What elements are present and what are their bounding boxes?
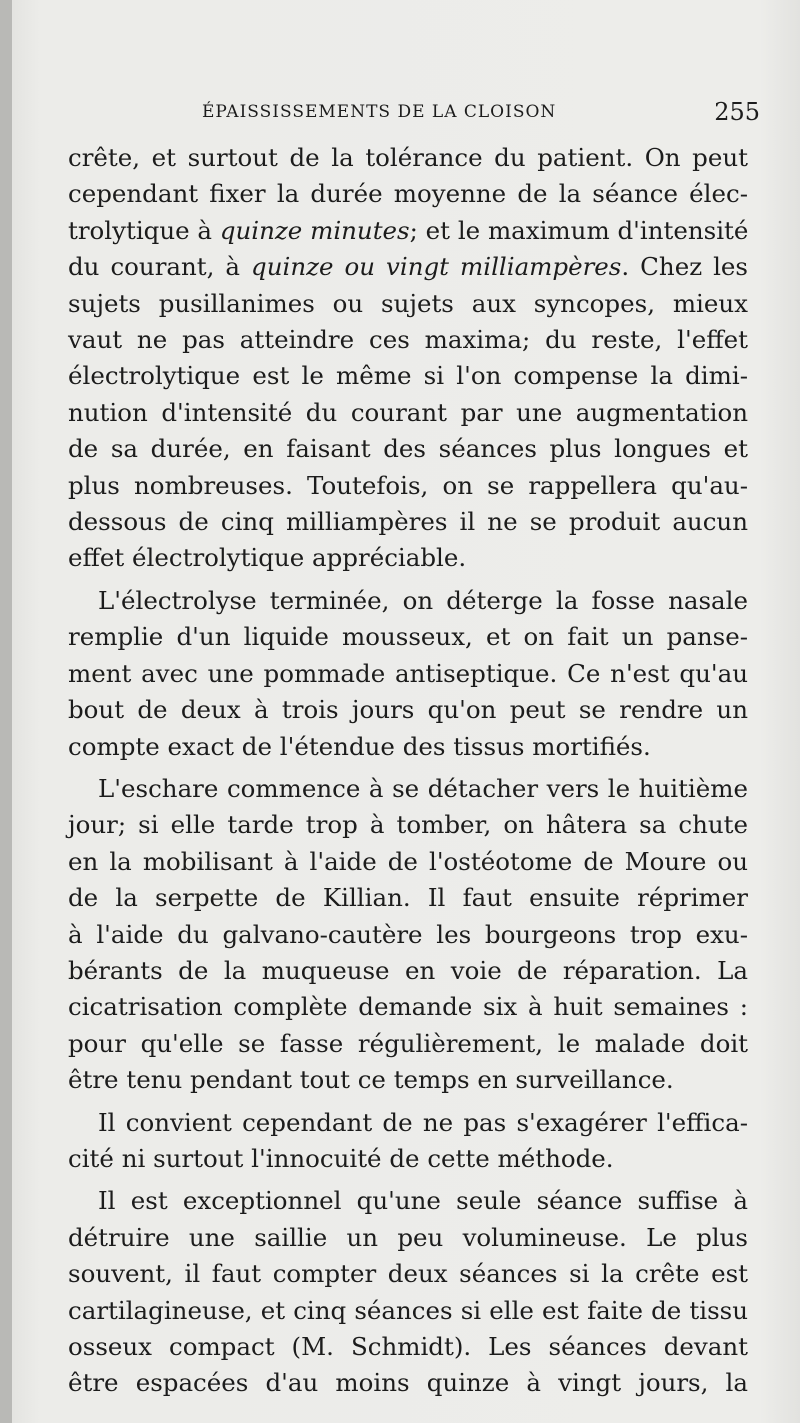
text-line: cartilagineuse, et cinq séances si elle est faite de tissu: [68, 1295, 748, 1325]
text-line: Il est exceptionnel qu'une seule séance suffise à: [98, 1186, 748, 1216]
text-line: [68, 213, 748, 249]
running-title: ÉPAISSISSEMENTS DE LA CLOISON: [202, 102, 557, 122]
text-line: cicatrisation complète demande six à huit semaines :: [68, 992, 748, 1022]
text-run: du courant, à: [68, 252, 252, 282]
text-line: à l'aide du galvano-cautère les bourgeons trop exu-: [68, 919, 748, 949]
text-line: dessous de cinq milliampères il ne se produit aucun: [68, 507, 748, 537]
text-line: sujets pusillanimes ou sujets aux syncopes, mieux: [68, 288, 748, 318]
text-line: bérants de la muqueuse en voie de réparation. La: [68, 955, 748, 985]
text-run: trolytique à: [68, 215, 220, 245]
text-line: remplie d'un liquide mousseux, et on fait un panse-: [68, 622, 748, 652]
paragraph-5: [68, 1183, 748, 1401]
text-line: vaut ne pas atteindre ces maxima; du reste, l'effet: [68, 325, 748, 355]
text-line: en la mobilisant à l'aide de l'ostéotome de Moure ou: [68, 846, 748, 876]
text-run: . Chez les: [621, 252, 748, 282]
text-run: ; et le maximum d'intensité: [409, 215, 749, 245]
body-text: [68, 140, 748, 1402]
text-line: souvent, il faut compter deux séances si la crête est: [68, 1259, 748, 1289]
text-line: compte exact de l'étendue des tissus mortifiés.: [68, 731, 651, 761]
text-line: détruire une saillie un peu volumineuse. Le plus: [68, 1222, 748, 1252]
text-line: L'électrolyse terminée, on déterge la fosse nasale: [98, 585, 748, 615]
text-line: plus nombreuses. Toutefois, on se rappellera qu'au-: [68, 470, 748, 500]
text-line: osseux compact (M. Schmidt). Les séances devant: [68, 1332, 748, 1361]
text-line: L'eschare commence à se détacher vers le huitième: [98, 773, 748, 803]
text-line: ment avec une pommade antiseptique. Ce n'est qu'au: [68, 658, 748, 688]
text-line: nution d'intensité du courant par une augmentation: [68, 397, 748, 427]
text-line: électrolytique est le même si l'on compense la dimi-: [68, 361, 748, 391]
text-line: être espacées d'au moins quinze à vingt jours, la: [68, 1368, 748, 1398]
text-line: pour qu'elle se fasse régulièrement, le malade doit: [68, 1028, 748, 1058]
italic-text: quinze minutes: [219, 215, 410, 245]
text-line: de la serpette de Killian. Il faut ensuite réprimer: [68, 883, 748, 913]
text-line: Il convient cependant de ne pas s'exagérer l'effica-: [98, 1107, 748, 1137]
text-line: crête, et surtout de la tolérance du patient. On peut: [68, 143, 748, 172]
text-line: effet électrolytique appréciable.: [68, 543, 467, 573]
text-line: [68, 249, 748, 285]
page-gutter-shadow: [0, 0, 12, 1423]
text-line: de sa durée, en faisant des séances plus longues et: [68, 434, 748, 464]
paragraph-4: [68, 1105, 748, 1178]
paragraph-1: [68, 140, 748, 577]
paragraph-3: [68, 771, 748, 1099]
italic-text: quinze ou vingt milliampères: [251, 252, 622, 282]
page-number: 255: [714, 98, 760, 126]
text-line: être tenu pendant tout ce temps en surveillance.: [68, 1065, 674, 1095]
text-line: cependant fixer la durée moyenne de la séance élec-: [68, 179, 748, 209]
paragraph-2: [68, 583, 748, 765]
page-header: [70, 98, 760, 130]
text-line: jour; si elle tarde trop à tomber, on hâtera sa chute: [68, 810, 748, 840]
text-line: cité ni surtout l'innocuité de cette méthode.: [68, 1143, 614, 1173]
text-line: bout de deux à trois jours qu'on peut se rendre un: [68, 695, 748, 725]
